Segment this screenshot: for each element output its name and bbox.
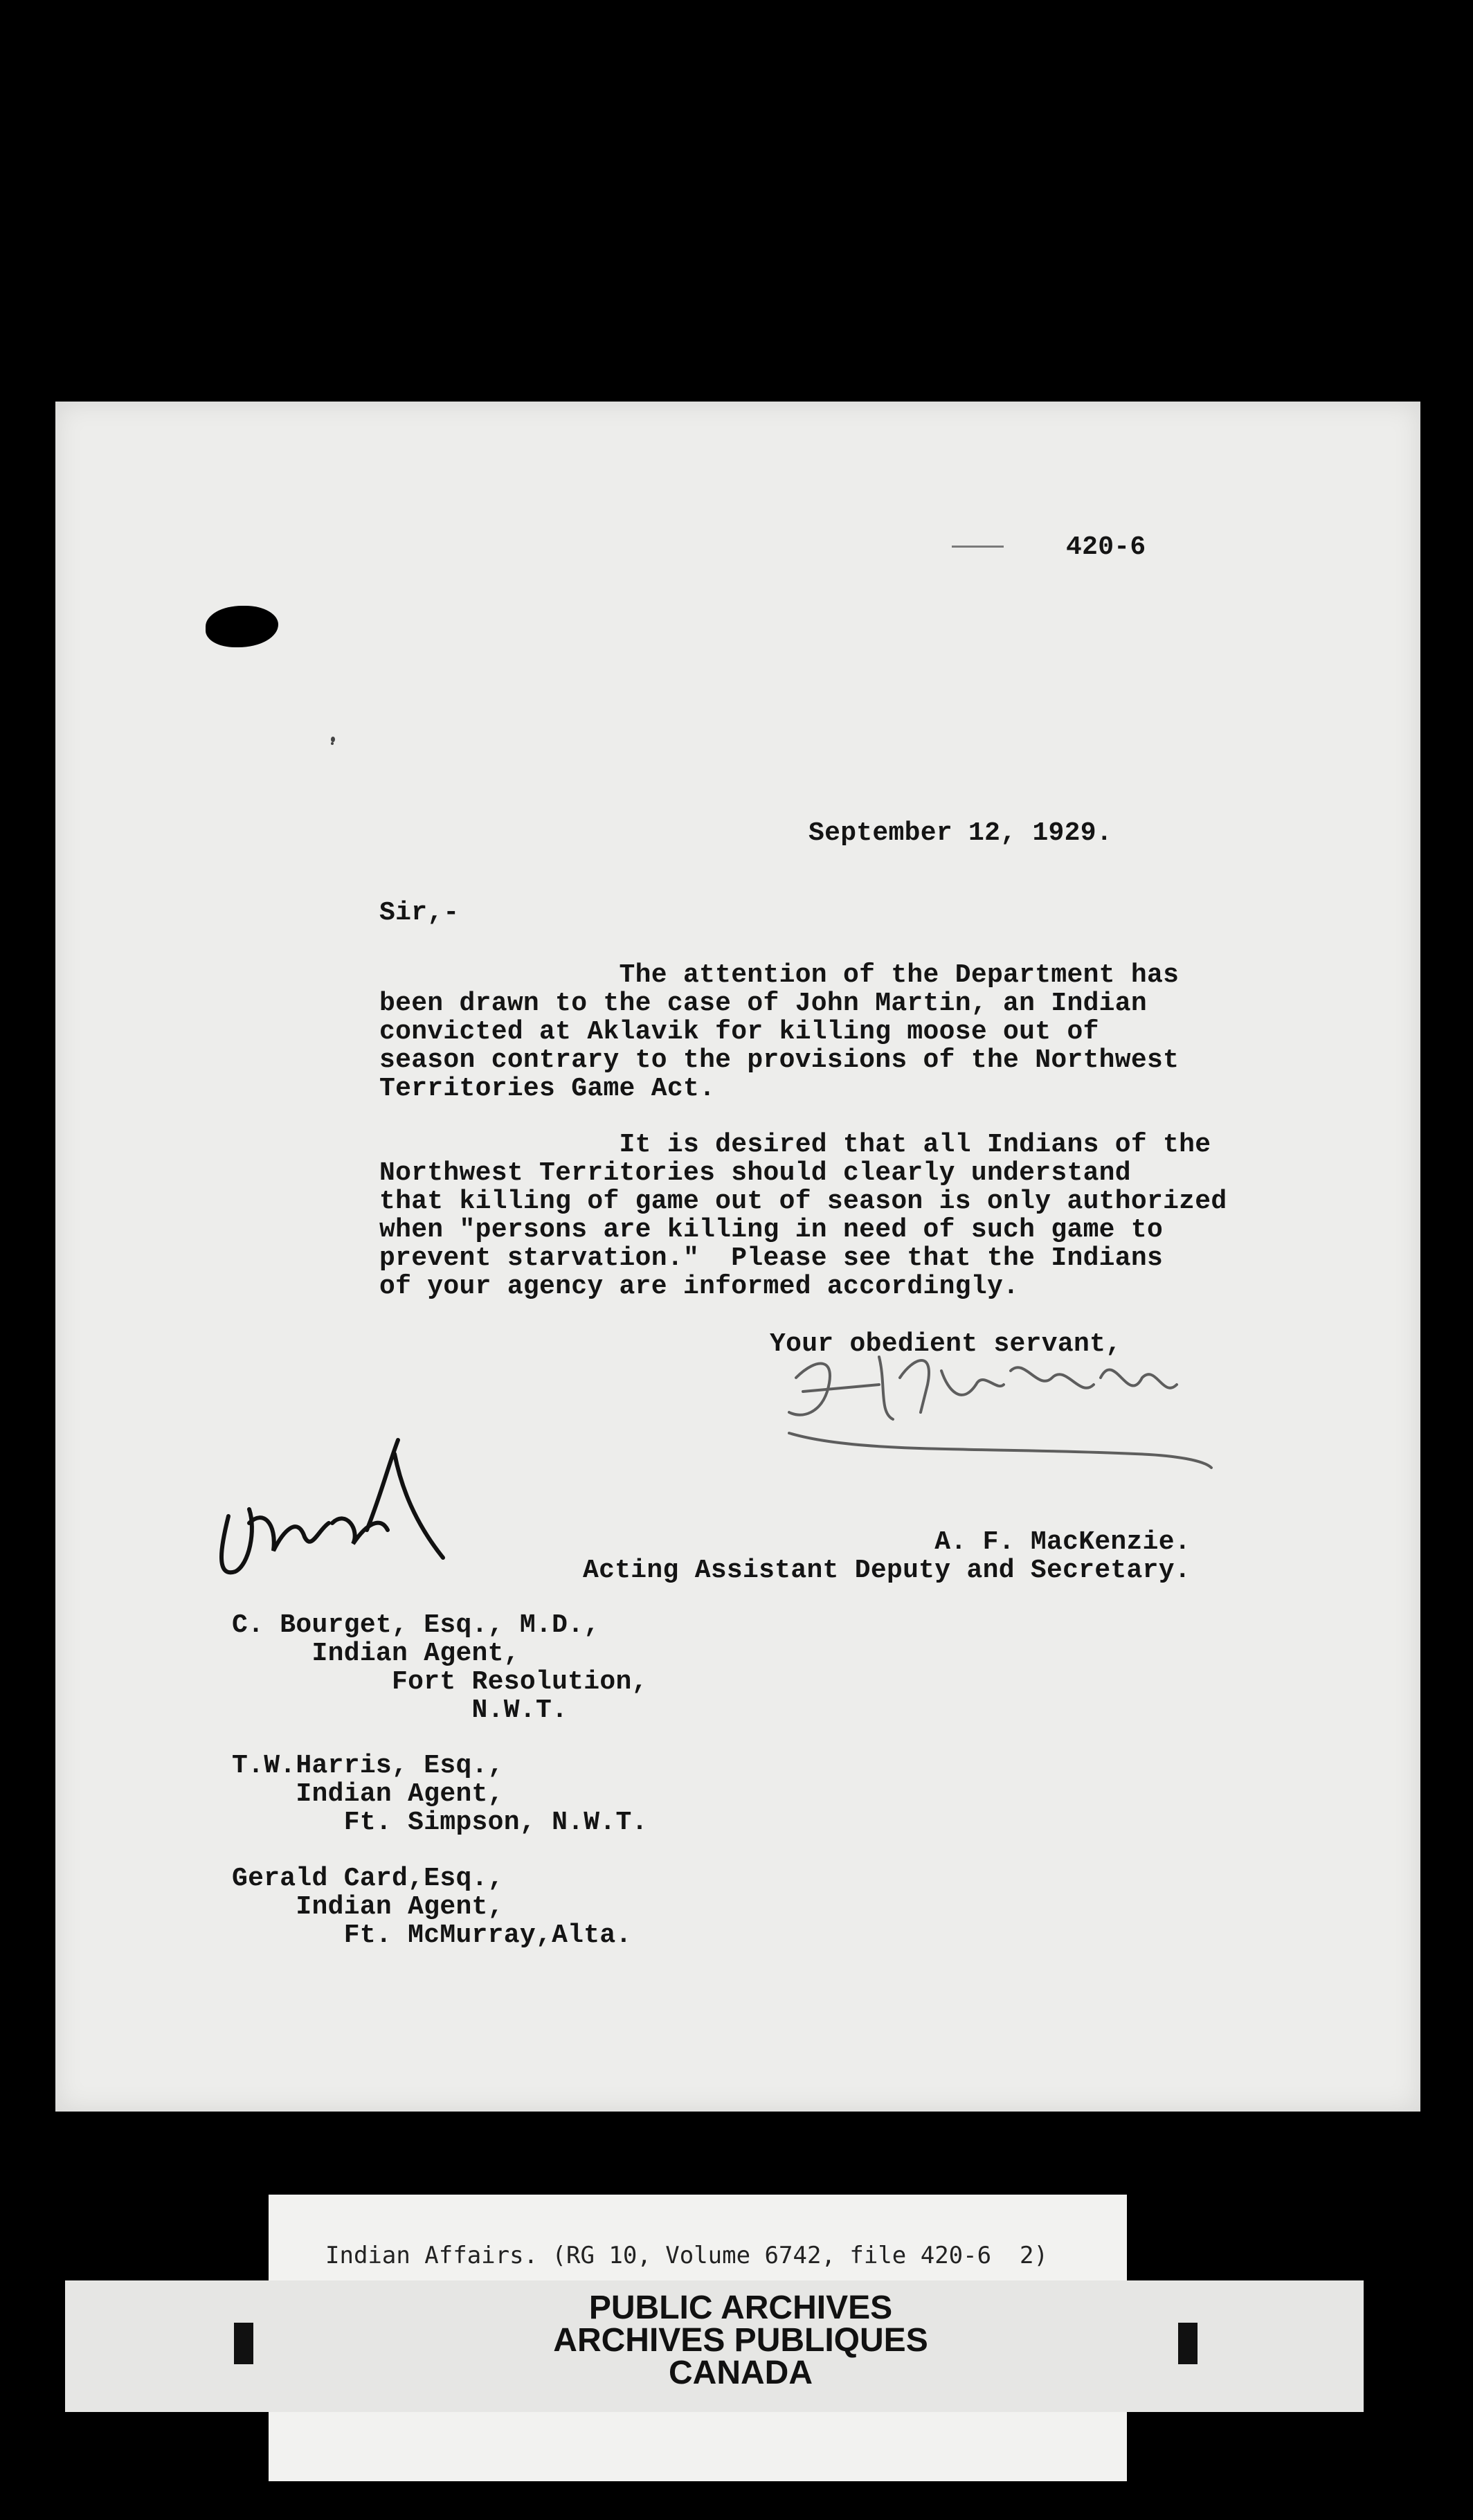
salutation: Sir,- — [379, 898, 460, 928]
signer-title: Acting Assistant Deputy and Secretary. — [583, 1556, 1191, 1585]
archive-label-card — [269, 2195, 1127, 2285]
handwritten-initials — [208, 1412, 457, 1592]
stamp-line-canada: CANADA — [669, 2355, 813, 2391]
paper-speck — [331, 742, 334, 745]
dash-mark — [952, 546, 1004, 548]
stamp-line-archives-publiques: ARCHIVES PUBLIQUES — [553, 2322, 928, 2359]
recipient-address: C. Bourget, Esq., M.D., Indian Agent, Fort Resolution, N.W.T. — [232, 1610, 648, 1725]
body-paragraph-2: It is desired that all Indians of the Northwest Territories should clearly understand that killing of game out of season is only authorized when "persons are killing in need of such game to prevent starvation." Please see that the Indians of your agency are informed accordingly. — [379, 1130, 1227, 1302]
body-paragraph-1: The attention of the Department has been drawn to the case of John Martin, an Indian convicted at Aklavik for killing moose out of season contrary to the provisions of the Northwest Territories Game Act. — [379, 960, 1180, 1104]
letter-date: September 12, 1929. — [808, 818, 1112, 848]
paper-speck — [331, 737, 335, 742]
strip-tab-right — [1178, 2323, 1198, 2364]
signer-name: A. F. MacKenzie. — [934, 1527, 1191, 1557]
signature-image — [775, 1329, 1232, 1482]
stamp-line-public-archives: PUBLIC ARCHIVES — [588, 2289, 893, 2326]
recipient-address: Gerald Card,Esq., Indian Agent, Ft. McMurray,Alta. — [232, 1864, 632, 1950]
closing-line: Your obedient servant, — [770, 1329, 1122, 1359]
strip-tab-left — [234, 2323, 253, 2364]
signer-block — [583, 1528, 1191, 1585]
archive-stamp — [443, 2289, 1038, 2391]
archive-citation: Indian Affairs. (RG 10, Volume 6742, file 420-6 2) — [325, 2242, 1048, 2269]
archive-label-base — [269, 2412, 1127, 2481]
recipient-address: T.W.Harris, Esq., Indian Agent, Ft. Simpson, N.W.T. — [232, 1751, 648, 1837]
file-number: 420-6 — [1066, 532, 1146, 562]
